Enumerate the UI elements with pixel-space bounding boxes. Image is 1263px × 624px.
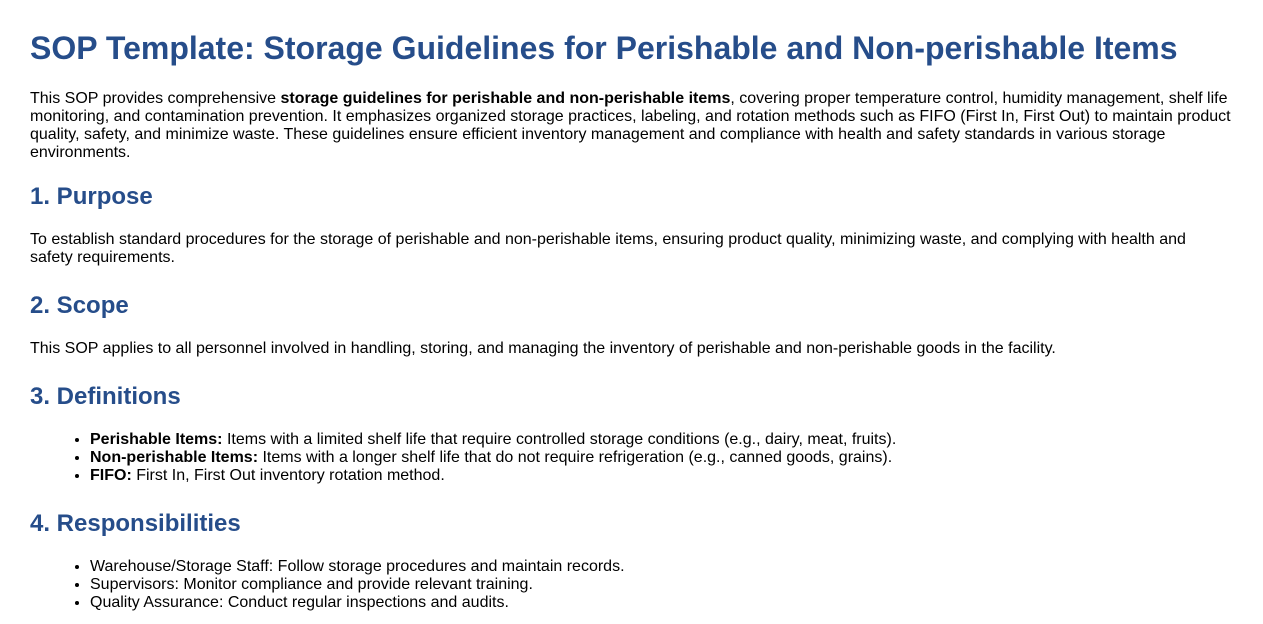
definition-text: Items with a longer shelf life that do not require refrigeration (e.g., canned goods, grains). [258,449,893,466]
definition-term: Non-perishable Items: [90,449,259,466]
purpose-text: To establish standard procedures for the storage of perishable and non-perishable items, ensuring product quality, minimizing waste, and complying with health and safety requirements. [30,231,1186,266]
responsibilities-heading: 4. Responsibilities [30,510,241,537]
definition-text: First In, First Out inventory rotation method. [131,467,445,484]
document-page [0,29,1263,612]
page-title: SOP Template: Storage Guidelines for Perishable and Non-perishable Items [30,30,1178,66]
definitions-heading: 3. Definitions [30,383,181,410]
responsibility-item: • Supervisors: Monitor compliance and provide relevant training. [90,576,1233,594]
definition-item [90,431,1233,449]
definitions-list [30,431,1233,485]
responsibility-item: • Warehouse/Storage Staff: Follow storage procedures and maintain records. [90,558,1233,576]
responsibility-item: • Quality Assurance: Conduct regular inspections and audits. [90,594,1233,612]
purpose-heading: 1. Purpose [30,183,153,210]
intro-paragraph [30,90,1233,162]
definition-item [90,449,1233,467]
responsibilities-list [30,558,1233,612]
scope-heading: 2. Scope [30,292,129,319]
definition-term: FIFO: [90,467,132,484]
definition-item [90,467,1233,485]
intro-text-end: , covering proper temperature control, humidity management, shelf life monitoring, and contamination prevention. It emphasizes organized storage practices, labeling, and rotation methods such as FIFO (First In, First Out) to maintain product quality, safety, and minimize waste. These guidelines ensure efficient inventory management and compliance with health and safety standards in various storage environments. [30,90,1231,161]
intro-text-start: This SOP provides comprehensive [30,90,281,107]
scope-text: This SOP applies to all personnel involved in handling, storing, and managing the inventory of perishable and non-perishable goods in the facility. [30,340,1056,357]
definition-term: Perishable Items: [90,431,223,448]
definition-text: Items with a limited shelf life that require controlled storage conditions (e.g., dairy, meat, fruits). [222,431,897,448]
intro-bold-text: storage guidelines for perishable and non-perishable items [280,90,731,107]
